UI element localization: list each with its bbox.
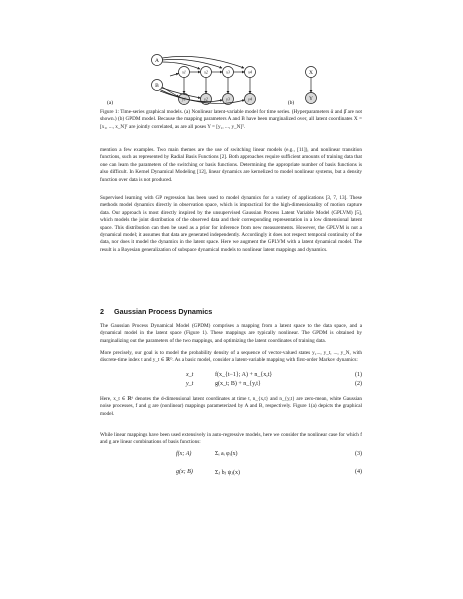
paragraph-6 — [100, 432, 362, 447]
equation-1-rhs: f(x_{t−1}; A) + n_{x,t} — [215, 372, 273, 378]
paragraph-1-text: mention a few examples. Two main themes are the use of switching linear models (e.g., [11]), and nonlinear transition functions, such as represented by Radial Basis Functions [2]. Both approaches require sufficient amounts of training data that one can learn the parameters of the switching or basis functions. Determining the appropriate number of basis functions is also difficult. In Kernel Dynamical Modeling [12], linear dynamics are kernelized to model nonlinear systems, but a density function over data is not produced. — [100, 147, 362, 183]
panel-b-label: (b) — [287, 100, 295, 106]
equation-2-lhs: y_t — [186, 381, 194, 387]
panel-a-label: (a) — [106, 100, 114, 106]
equation-2 — [100, 381, 362, 391]
paragraph-5-text: Here, x_t ∈ ℝᵈ denotes the d-dimensional latent coordinates at time t, n_{x,t} and n_{y,t} are zero-mean, white Gaussian noise processes, f and g are (nonlinear) mappings parameterized by A and B, respectively. Figure 1(a) depicts the graphical model. — [100, 396, 362, 417]
section-number: 2 — [100, 307, 104, 316]
graphical-model-diagram — [100, 52, 340, 110]
equation-4-number: (4) — [355, 469, 362, 475]
section-title: Gaussian Process Dynamics — [114, 307, 213, 316]
equation-3-lhs: f(x; A) — [176, 451, 192, 457]
figure-1 — [100, 52, 340, 110]
node-y1-label: y1 — [182, 96, 186, 102]
node-x1-label: x1 — [182, 69, 186, 75]
node-y4-label: y4 — [248, 96, 252, 102]
equation-1-number: (1) — [355, 372, 362, 378]
node-x4-label: x4 — [248, 69, 252, 75]
figure-caption-text: Figure 1: Time-series graphical models. (a) Nonlinear latent-variable model for time series. (Hyperparameters ᾱ and β̄ are not shown.) (b) GPDM model. Because the mapping parameters A and B have been marginalized over, all latent coordinates X = [x₁, ..., x_N]ᵀ are jointly correlated, as are all poses Y = [y₁, ..., y_N]ᵀ. — [100, 109, 362, 130]
equation-2-rhs: g(x_t; B) + n_{y,t} — [215, 381, 261, 387]
node-y-label: Y — [309, 96, 313, 102]
equation-4 — [100, 469, 362, 479]
equation-4-lhs: g(x; B) — [176, 469, 193, 475]
paragraph-3 — [100, 323, 362, 345]
node-x-label: X — [309, 70, 313, 76]
equation-3 — [100, 451, 362, 461]
equation-4-rhs: Σⱼ bⱼ ψⱼ(x) — [215, 470, 240, 476]
node-y3-label: y3 — [226, 96, 230, 102]
section-heading — [100, 307, 212, 316]
equation-3-number: (3) — [355, 451, 362, 457]
paragraph-4 — [100, 350, 362, 365]
equation-2-number: (2) — [355, 381, 362, 387]
node-x3-label: x3 — [226, 69, 230, 75]
paragraph-6-text: While linear mappings have been used extensively in auto-regressive models, here we consider the nonlinear case for which f and g are linear combinations of basis functions: — [100, 432, 362, 446]
figure-caption — [100, 109, 362, 131]
paragraph-5 — [100, 396, 362, 418]
node-x2-label: x2 — [204, 69, 208, 75]
node-b-label: B — [155, 83, 159, 89]
node-y2-label: y2 — [204, 96, 208, 102]
equation-1-lhs: x_t — [186, 372, 194, 378]
paragraph-4-text: More precisely, our goal is to model the probability density of a sequence of vector-valued states y₁..., y_t, ..., y_N, with discrete-time index t and y_t ∈ ℝᴰ. As a basic model, consider a latent-variable mapping with first-order Markov dynamics: — [100, 350, 362, 364]
equation-3-rhs: Σᵢ aᵢ φᵢ(x) — [215, 451, 238, 457]
paragraph-2-text: Supervised learning with GP regression has been used to model dynamics for a variety of applications [3, 7, 13]. These methods model dynamics directly in observation space, which is impractical for the high-dimensionality of motion capture data. Our approach is most directly inspired by the unsupervised Gaussian Process Latent Variable Model (GPLVM) [5], which models the joint distribution of the observed data and their corresponding representation in a low dimensional latent space. This distribution can then be used as a prior for inference from new measurements. However, the GPLVM is not a dynamical model; it assumes that data are generated independently. Accordingly it does not respect temporal continuity of the data, nor does it model the dynamics in the latent space. Here we augment the GPLVM with a latent dynamical model. The result is a Bayesian generalization of subspace dynamical models to nonlinear latent mappings and dynamics. — [100, 195, 362, 253]
paragraph-3-text: The Gaussian Process Dynamical Model (GPDM) comprises a mapping from a latent space to the data space, and a dynamical model in the latent space (Figure 1). These mappings are typically nonlinear. The GPDM is obtained by marginalizing out the parameters of the two mappings, and optimizing the latent coordinates of training data. — [100, 323, 362, 344]
node-a-label: A — [155, 58, 159, 64]
paragraph-1 — [100, 147, 362, 184]
paragraph-2 — [100, 195, 362, 254]
